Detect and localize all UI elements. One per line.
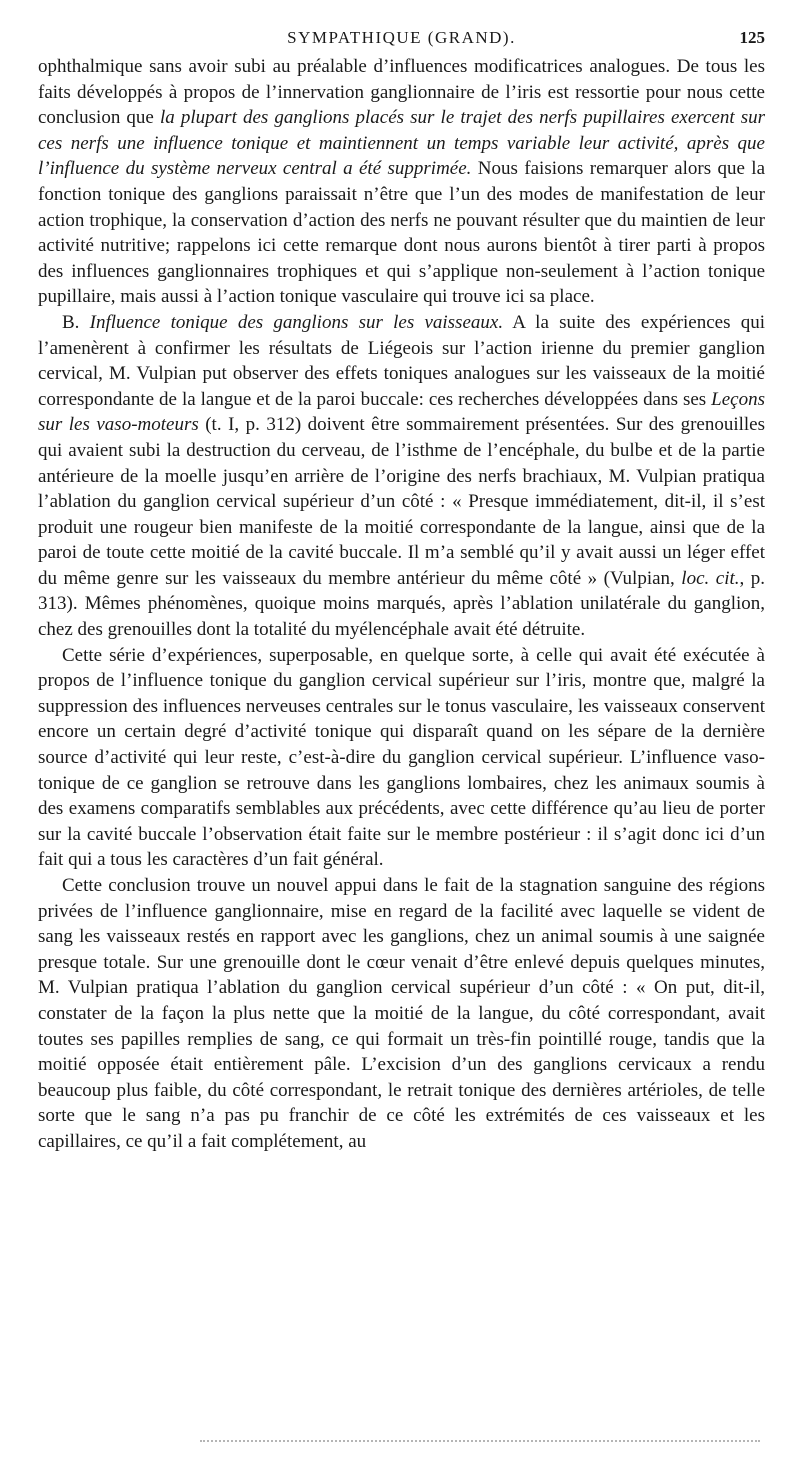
book-title-reference: Leçons sur les vaso-moteurs [38,388,765,436]
paragraph-3: Cette série d’expériences, superposable, en quelque sorte, à celle qui avait été exécutée à propos de l’influence tonique du ganglion cervical supérieur sur l’iris, montre que, malgré la suppression des influences nerveuses centrales sur le tonus vasculaire, les vaisseaux conservent encore un certain degré d’activité tonique qui disparaît quand on les sépare de la dernière source d’activité qui leur reste, c’est-à-dire du ganglion cervical supérieur. L’influence vaso-tonique de ce ganglion se retrouve dans les ganglions lombaires, chez les animaux soumis à des examens comparatifs semblables aux précédents, avec cette différence qu’au lieu de porter sur la cavité buccale l’observation était faite sur le membre postérieur : il s’agit donc ici d’un fait qui a tous les caractères d’un fait général. [38,644,765,871]
running-header [38,28,765,54]
book-page [38,28,765,1155]
paragraph-2-section-b [38,310,765,643]
page-number: 125 [739,28,765,47]
running-title: SYMPATHIQUE (GRAND). [287,28,516,47]
paragraph-1-italic-conclusion: la plupart des ganglions placés sur le trajet des nerfs pupillaires exercent sur ces nerfs une influence tonique et maintiennent un temps variable leur activité, après que l’influence du système nerveux central a été supprimée. [38,107,765,180]
paragraph-1 [38,54,765,310]
section-label: B. [62,311,90,333]
bottom-page-noise [200,1440,760,1448]
section-heading: Influence tonique des ganglions sur les vaisseaux. [89,311,504,333]
body-text [38,54,765,1155]
paragraph-2-text-a: A la suite des expériences qui l’amenèrent à confirmer les résultats de Liégeois sur l’action irienne du premier ganglion cervical, M. Vulpian put observer des effets toniques analogues sur les vaisseaux de la moitié correspondante de la langue et de la paroi buccale: ces recherches développées dans ses [38,311,765,410]
loc-cit-reference: loc. cit. [681,567,740,589]
paragraph-4: Cette conclusion trouve un nouvel appui dans le fait de la stagnation sanguine des régions privées de l’influence ganglionnaire, mise en regard de la facilité avec laquelle se vident de sang les vaisseaux restés en rapport avec les ganglions, chez un animal soumis à une saignée presque totale. Sur une grenouille dont le cœur venait d’être enlevé depuis quelques minutes, M. Vulpian pratiqua l’ablation du ganglion cervical supérieur d’un côté : « On put, dit-il, constater de la façon la plus nette que la moitié de la langue, du côté correspondant, avait toutes ses papilles remplies de sang, ce qui formait un très-fin pointillé rouge, tandis que la moitié opposée était entièrement pâle. L’excision d’un des ganglions cervicaux a rendu beaucoup plus faible, du côté correspondant, le retrait tonique des dernières artérioles, de telle sorte que le sang n’a pas pu franchir de ce côté les extrémités de ces vaisseaux et les capillaires, ce qu’il a fait complétement, au [38,875,765,1152]
paragraph-2-text-c: , p. 313). Mêmes phénomènes, quoique moins marqués, après l’ablation unilatérale du ganglion, chez des grenouilles dont la totalité du myélencéphale avait été détruite. [38,567,765,641]
paragraph-1-text-a: ophthalmique sans avoir subi au préalable d’influences modificatrices analogues. De tous les faits développés à propos de l’innervation ganglionnaire de l’iris est ressortie pour nous cette conclusion que [38,56,765,129]
paragraph-1-text-b: Nous faisions remarquer alors que la fonction tonique des ganglions paraissait n’être que l’un des modes de manifestation de leur action trophique, la conservation d’action des nerfs ne pouvant résulter que du maintien de leur activité nutritive; rappelons ici cette remarque dont nous aurons bientôt à tirer parti à propos des influences ganglionnaires trophiques et qui s’applique non-seulement à l’action tonique pupillaire, mais aussi à l’action tonique vasculaire qui trouve ici sa place. [38,158,766,308]
paragraph-2-text-b: (t. I, p. 312) doivent être sommairement présentées. Sur des grenouilles qui avaient subi la destruction du cerveau, de l’isthme de l’encéphale, du bulbe et de la partie antérieure de la moelle jusqu’en arrière de l’origine des nerfs brachiaux, M. Vulpian pratiqua l’ablation du ganglion cervical supérieur d’un côté : « Presque immédiatement, dit-il, il s’est produit une rougeur bien manifeste de la moitié correspondante de la langue, ainsi que de la paroi de toute cette moitié de la cavité buccale. Il m’a semblé qu’il y avait aussi un léger effet du même genre sur les vaisseaux du membre antérieur du même côté » (Vulpian, [38,414,765,589]
